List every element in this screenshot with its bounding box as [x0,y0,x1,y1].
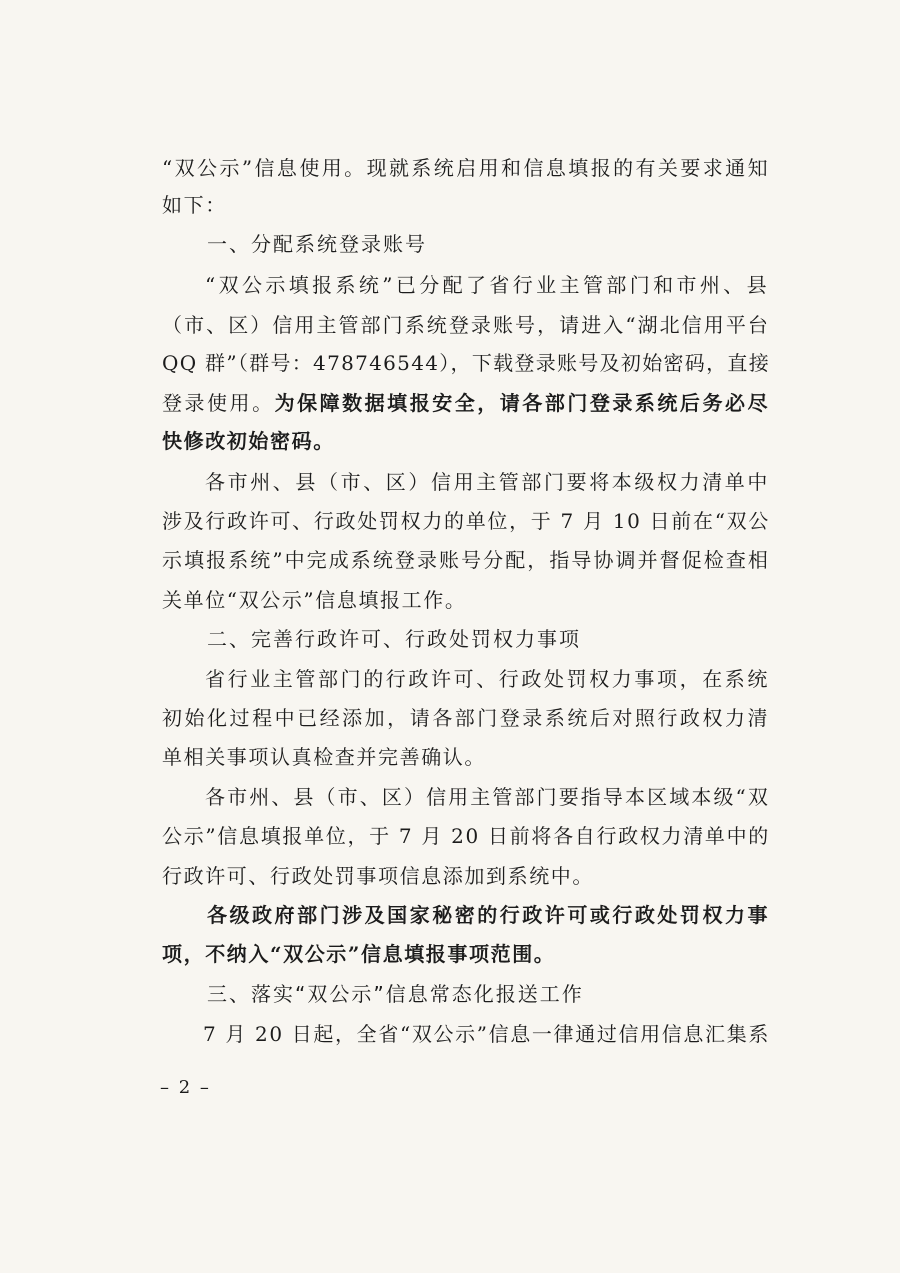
line-text: 登录使用。 [162,391,275,415]
section-heading [207,232,770,256]
page-number: – 2 – [160,1077,211,1098]
paragraph-line [205,667,770,691]
paragraph-line [205,470,770,494]
section-heading [207,982,770,1006]
paragraph-line [203,1022,770,1046]
section-heading [207,627,770,651]
paragraph-line [205,785,770,809]
paragraph-line [162,548,770,572]
paragraph-line [162,745,770,769]
line-text: 涉及行政许可、行政处罚权力的单位，于 7 月 10 日前在“双公 [162,509,770,533]
line-text: 7 月 20 日起，全省“双公示”信息一律通过信用信息汇集系 [203,1022,770,1046]
paragraph-line [162,391,770,415]
line-text: “双公示填报系统”已分配了省行业主管部门和市州、县 [205,273,770,297]
paragraph-line [162,588,770,612]
line-text: 行政许可、行政处罚事项信息添加到系统中。 [162,864,594,888]
bold-text: 各级政府部门涉及国家秘密的行政许可或行政处罚权力事 [207,903,770,927]
paragraph-line [162,824,770,848]
paragraph-line [162,706,770,730]
line-text: 各市州、县（市、区）信用主管部门要将本级权力清单中 [205,470,770,494]
line-text: 初始化过程中已经添加，请各部门登录系统后对照行政权力清 [162,706,770,730]
heading-text: 二、完善行政许可、行政处罚权力事项 [207,627,581,651]
line-text: 各市州、县（市、区）信用主管部门要指导本区域本级“双 [205,785,770,809]
line-text: QQ 群”（群号：478746544），下载登录账号及初始密码，直接 [162,351,770,375]
line-text: （市、区）信用主管部门系统登录账号，请进入“湖北信用平台 [162,313,770,337]
paragraph-line [162,313,770,337]
paragraph-line [162,193,770,217]
heading-text: 一、分配系统登录账号 [207,232,427,256]
line-text: 省行业主管部门的行政许可、行政处罚权力事项，在系统 [205,667,770,691]
line-text: 单相关事项认真检查并完善确认。 [162,745,486,769]
paragraph-line [207,903,770,927]
paragraph-line [162,156,770,180]
line-text: 示填报系统”中完成系统登录账号分配，指导协调并督促检查相 [162,548,770,572]
paragraph-line [162,864,770,888]
bold-text: 快修改初始密码。 [162,429,335,453]
bold-text: 项，不纳入“双公示”信息填报事项范围。 [162,942,556,966]
paragraph-line [162,351,770,375]
paragraph-line [205,273,770,297]
line-text: 如下： [162,193,227,217]
paragraph-line [162,429,770,453]
line-text: 关单位“双公示”信息填报工作。 [162,588,467,612]
line-text: 公示”信息填报单位，于 7 月 20 日前将各自行政权力清单中的 [162,824,770,848]
heading-text: 三、落实“双公示”信息常态化报送工作 [207,982,584,1006]
paragraph-line [162,942,770,966]
bold-text: 为保障数据填报安全，请各部门登录系统后务必尽 [274,391,771,415]
paragraph-line [162,509,770,533]
line-text: “双公示”信息使用。现就系统启用和信息填报的有关要求通知 [162,156,770,180]
